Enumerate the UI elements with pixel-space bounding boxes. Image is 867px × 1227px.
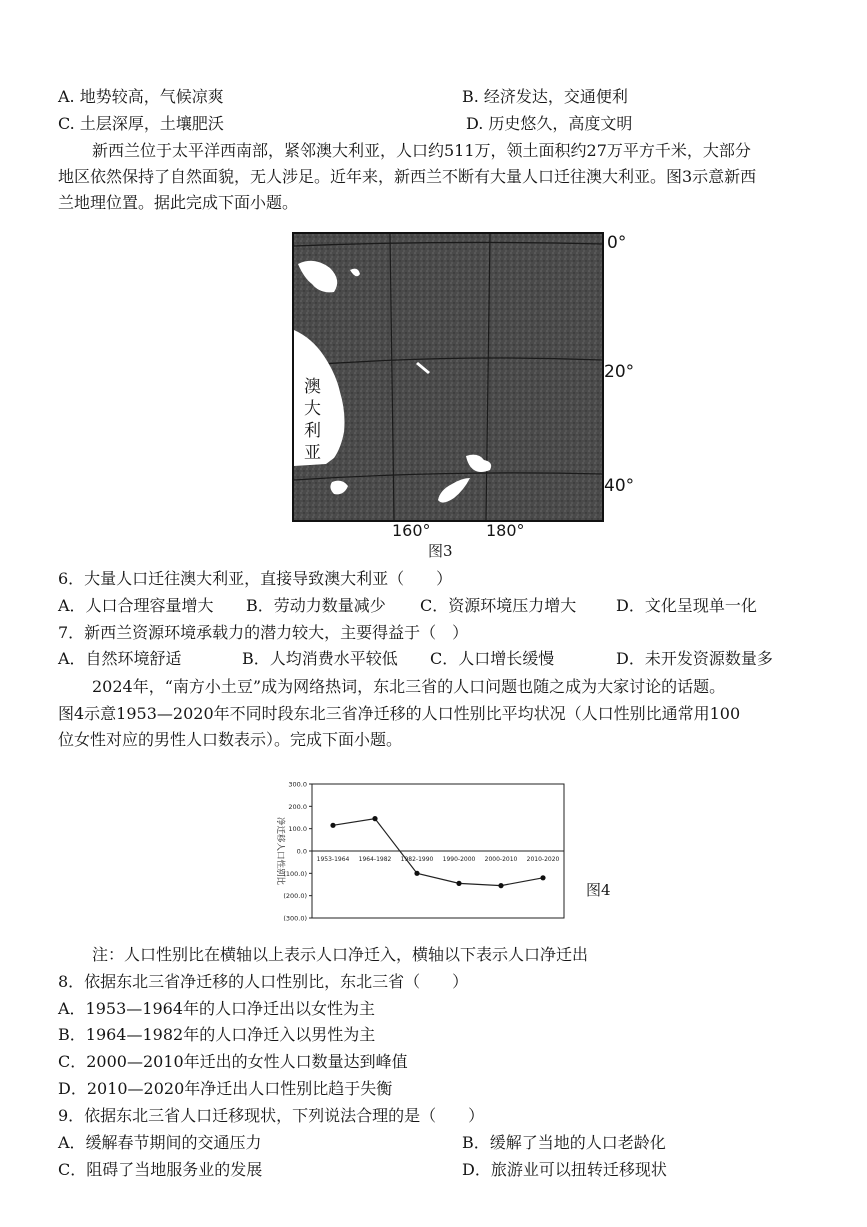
option-d-prev: D. 历史悠久，高度文明 [466, 114, 633, 133]
q6-option-c: C．资源环境压力增大 [420, 596, 577, 615]
y-tick-label: (200.0) [283, 892, 307, 901]
q8-option-c: C．2000—2010年迁出的女性人口数量达到峰值 [58, 1052, 408, 1071]
passage2-line1: 2024年，“南方小土豆”成为网络热词，东北三省的人口问题也随之成为大家讨论的话题。 [92, 677, 726, 696]
option-c-prev: C. 土层深厚，土壤肥沃 [58, 114, 224, 133]
q6-option-a: A．人口合理容量增大 [58, 596, 214, 615]
q7-option-a: A．自然环境舒适 [58, 649, 182, 668]
chart-svg [268, 776, 568, 926]
x-tick-label: 2000-2010 [484, 856, 518, 863]
option-a-prev: A. 地势较高，气候凉爽 [58, 87, 224, 106]
option-b-prev: B. 经济发达，交通便利 [462, 87, 628, 106]
map-svg [294, 234, 602, 520]
passage1-line3: 兰地理位置。据此完成下面小题。 [58, 193, 299, 212]
australia-label-2: 大 [304, 399, 321, 419]
passage2-line2: 图4示意1953—2020年不同时段东北三省净迁移的人口性别比平均状况（人口性别比通常用100 [58, 704, 741, 723]
data-point [456, 881, 461, 886]
q7-option-b: B．人均消费水平较低 [242, 649, 398, 668]
y-axis-label: 净迁移人口性别比 [275, 816, 285, 886]
x-tick-label: 2010-2020 [526, 856, 560, 863]
passage1-line1: 新西兰位于太平洋西南部，紧邻澳大利亚，人口约511万，领土面积约27万平方千米，大部分 [92, 141, 751, 160]
lat-label-0: 0° [607, 233, 627, 253]
lat-label-40: 40° [604, 476, 635, 496]
q6-stem: 6．大量人口迁往澳大利亚，直接导致澳大利亚（ ） [58, 569, 453, 588]
figure4-caption: 图4 [586, 881, 611, 899]
data-point [372, 816, 377, 821]
figure3-caption: 图3 [428, 542, 453, 560]
series-line [333, 819, 543, 886]
australia-label-3: 利 [304, 421, 321, 441]
q8-option-d: D．2010—2020年净迁出人口性别比趋于失衡 [58, 1079, 393, 1098]
lon-label-160: 160° [392, 521, 431, 540]
q8-option-a: A．1953—1964年的人口净迁出以女性为主 [58, 999, 375, 1018]
q6-option-d: D．文化呈现单一化 [616, 596, 757, 615]
q9-option-a: A．缓解春节期间的交通压力 [58, 1133, 262, 1152]
passage2-line3: 位女性对应的男性人口数表示）。完成下面小题。 [58, 730, 403, 749]
x-tick-label: 1982-1990 [400, 856, 434, 863]
q6-option-b: B．劳动力数量减少 [246, 596, 386, 615]
y-tick-label: 200.0 [288, 802, 307, 811]
q7-stem: 7．新西兰资源环境承载力的潜力较大，主要得益于（ ） [58, 623, 469, 642]
x-tick-label: 1990-2000 [442, 856, 476, 863]
q9-stem: 9．依据东北三省人口迁移现状，下列说法合理的是（ ） [58, 1106, 485, 1125]
q8-option-b: B．1964—1982年的人口净迁入以男性为主 [58, 1025, 376, 1044]
x-tick-label: 1953-1964 [316, 856, 350, 863]
chart-figure [268, 776, 568, 926]
x-tick-label: 1964-1982 [358, 856, 392, 863]
australia-label-4: 亚 [304, 443, 321, 463]
data-point [414, 871, 419, 876]
data-point [498, 883, 503, 888]
passage1-line2: 地区依然保持了自然面貌，无人涉足。近年来，新西兰不断有大量人口迁往澳大利亚。图3示意新西 [58, 167, 757, 186]
q8-stem: 8．依据东北三省净迁移的人口性别比，东北三省（ ） [58, 972, 469, 991]
q9-option-b: B．缓解了当地的人口老龄化 [462, 1133, 666, 1152]
y-tick-label: 0.0 [296, 847, 307, 856]
q9-option-c: C．阻碍了当地服务业的发展 [58, 1160, 263, 1179]
chart-note: 注：人口性别比在横轴以上表示人口净迁入，横轴以下表示人口净迁出 [92, 945, 589, 964]
y-tick-label: (100.0) [283, 869, 307, 878]
q7-option-d: D．未开发资源数量多 [616, 649, 773, 668]
y-tick-label: 100.0 [288, 825, 307, 834]
lon-label-180: 180° [486, 521, 525, 540]
y-tick-label: 300.0 [288, 780, 307, 789]
lat-label-20: 20° [604, 362, 635, 382]
data-point [540, 875, 545, 880]
data-point [330, 823, 335, 828]
map-figure [292, 232, 604, 522]
q9-option-d: D．旅游业可以扭转迁移现状 [462, 1160, 667, 1179]
q7-option-c: C．人口增长缓慢 [430, 649, 555, 668]
australia-label-1: 澳 [304, 377, 321, 397]
y-tick-label: (300.0) [283, 914, 307, 923]
